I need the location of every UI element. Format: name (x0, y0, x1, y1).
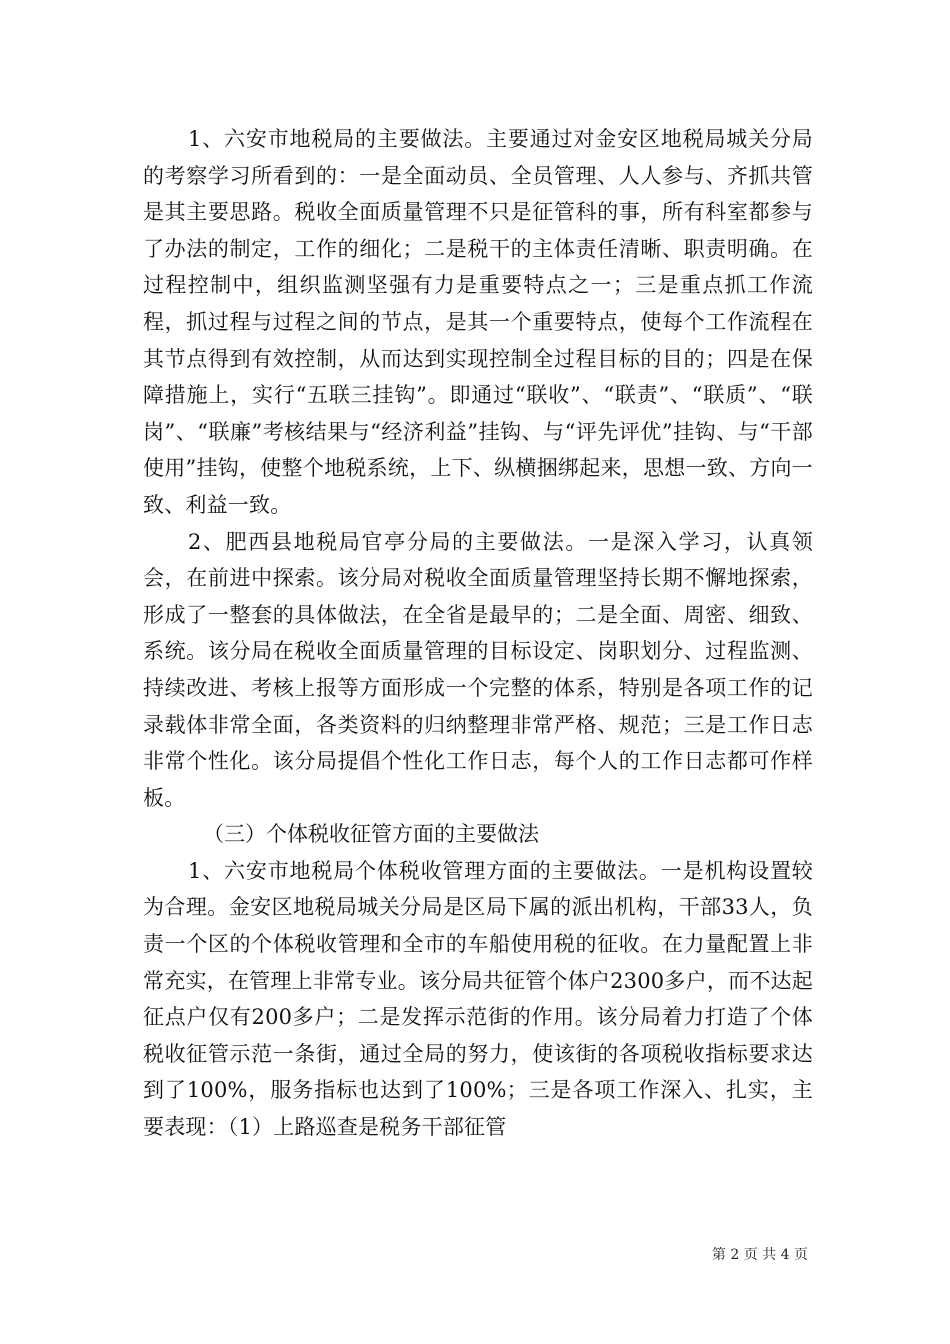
paragraph-feixi-practice: 2、肥西县地税局官亭分局的主要做法。一是深入学习，认真领会，在前进中探索。该分局对税收全面质量管理坚持长期不懈地探索，形成了一整套的具体做法，在全省是最早的；二是全面、周密、细致、系统。该分局在税收全面质量管理的目标设定、岗职划分、过程监测、持续改进、考核上报等方面形成一个完整的体系，特别是各项工作的记录载体非常全面，各类资料的归纳整理非常严格、规范；三是工作日志非常个性化。该分局提倡个性化工作日志，每个人的工作日志都可作样板。 (143, 529, 813, 810)
section-heading: （三）个体税收征管方面的主要做法 (203, 822, 539, 847)
paragraph-liuan-practice: 1、六安市地税局的主要做法。主要通过对金安区地税局城关分局的考察学习所看到的：一是全面动员、全员管理、人人参与、齐抓共管是其主要思路。税收全面质量管理不只是征管科的事，所有科室都参与了办法的制定，工作的细化；二是税干的主体责任清晰、职责明确。在过程控制中，组织监测坚强有力是重要特点之一；三是重点抓工作流程，抓过程与过程之间的节点，是其一个重要特点，使每个工作流程在其节点得到有效控制，从而达到实现控制全过程目标的目的；四是在保障措施上，实行“五联三挂钩”。即通过“联收”、“联责”、“联质”、“联岗”、“联廉”考核结果与“经济利益”挂钩、与“评先评优”挂钩、与“干部使用”挂钩，使整个地税系统，上下、纵横捆绑起来，思想一致、方向一致、利益一致。 (143, 127, 813, 517)
document-body (143, 121, 813, 1146)
paragraph-individual-tax: 1、六安市地税局个体税收管理方面的主要做法。一是机构设置较为合理。金安区地税局城关分局是区局下属的派出机构，干部33人，负责一个区的个体税收管理和全市的车船使用税的征收。在力量配置上非常充实，在管理上非常专业。该分局共征管个体户2300多户，而不达起征点户仅有200多户；二是发挥示范街的作用。该分局着力打造了个体税收征管示范一条街，通过全局的努力，使该街的各项税收指标要求达到了100%，服务指标也达到了100%；三是各项工作深入、扎实，主要表现：（1）上路巡查是税务干部征管 (143, 858, 813, 1140)
page-number-footer: 第 2 页 共 4 页 (711, 1247, 808, 1263)
